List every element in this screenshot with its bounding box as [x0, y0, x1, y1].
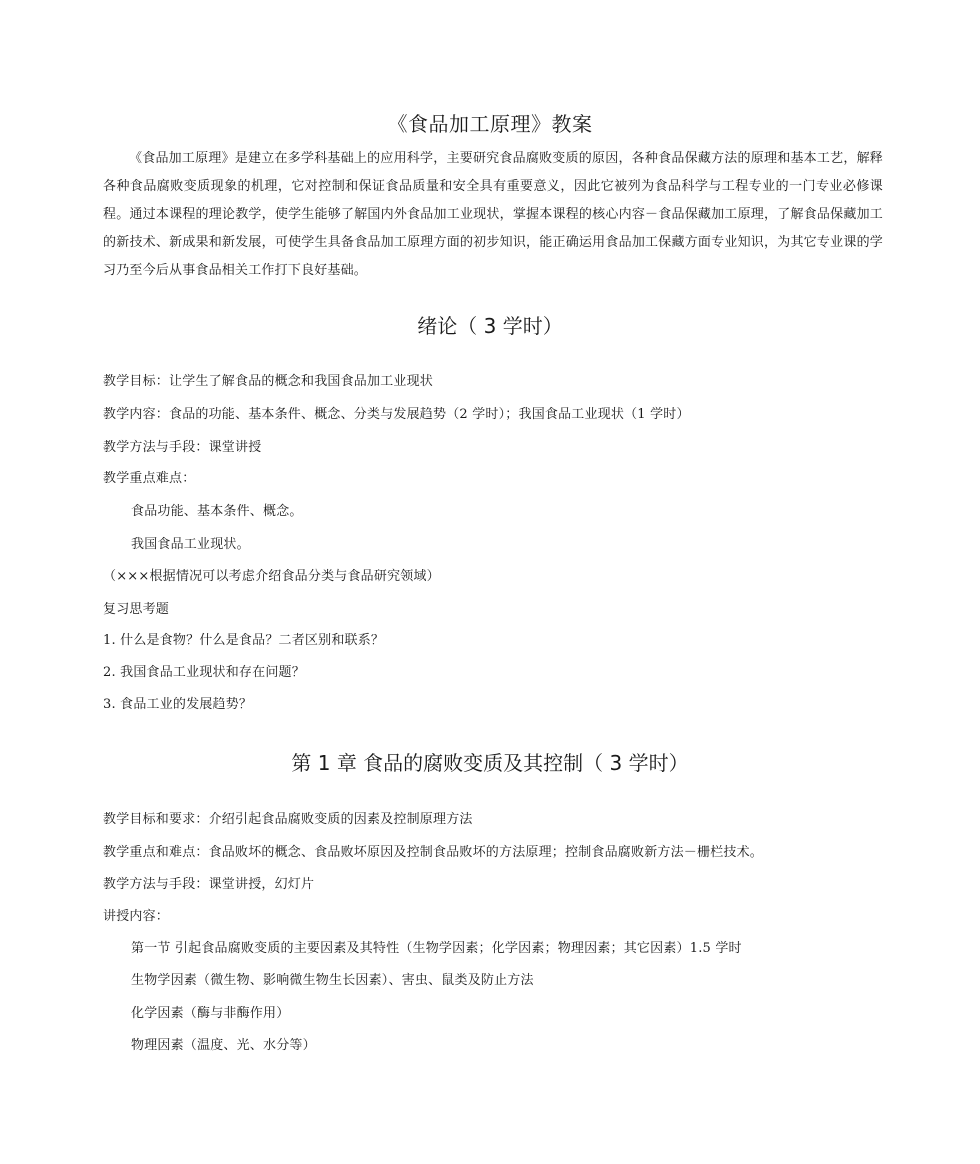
chapter1-objective: 教学目标和要求：介绍引起食品腐败变质的因素及控制原理方法 — [103, 812, 473, 827]
chapter1-key-points: 教学重点和难点：食品败坏的概念、食品败坏原因及控制食品败坏的方法原理；控制食品腐败新方法－栅栏技术。 — [103, 845, 764, 860]
chapter1-content-item: 第一节 引起食品腐败变质的主要因素及其特性（生物学因素；化学因素；物理因素；其它因素）1.5 学时 — [131, 941, 742, 956]
review-label: 复习思考题 — [103, 602, 170, 617]
intro-key-point: 食品功能、基本条件、概念。 — [131, 504, 303, 519]
document-title: 《食品加工原理》教案 — [387, 112, 593, 136]
chapter1-title: 第 1 章 食品的腐败变质及其控制（ 3 学时） — [291, 751, 689, 775]
chapter1-content-item: 生物学因素（微生物、影响微生物生长因素）、害虫、鼠类及防止方法 — [131, 973, 534, 988]
review-question: 2. 我国食品工业现状和存在问题？ — [103, 665, 305, 680]
intro-objective: 教学目标：让学生了解食品的概念和我国食品加工业现状 — [103, 374, 434, 389]
intro-method: 教学方法与手段：课堂讲授 — [103, 440, 262, 455]
intro-section-title: 绪论（ 3 学时） — [417, 314, 563, 338]
chapter1-content-label: 讲授内容： — [103, 909, 170, 924]
chapter1-content-item: 化学因素（酶与非酶作用） — [131, 1006, 290, 1021]
intro-paragraph: 《食品加工原理》是建立在多学科基础上的应用科学，主要研究食品腐败变质的原因，各种食品保藏方法的原理和基本工艺，解释各种食品腐败变质现象的机理，它对控制和保证食品质量和安全具有重要意义，因此它被列为食品科学与工程专业的一门专业必修课程。通过本课程的理论教学，使学生能够了解国内外食品加工业现状，掌握本课程的核心内容－食品保藏加工原理，了解食品保藏加工的新技术、新成果和新发展，可使学生具备食品加工原理方面的初步知识，能正确运用食品加工保藏方面专业知识，为其它专业课的学习乃至今后从事食品相关工作打下良好基础。 — [103, 151, 883, 278]
review-question: 3. 食品工业的发展趋势？ — [103, 697, 253, 712]
review-question: 1. 什么是食物？什么是食品？二者区别和联系？ — [103, 633, 385, 648]
intro-note: （×××根据情况可以考虑介绍食品分类与食品研究领域） — [103, 569, 440, 584]
chapter1-content-item: 物理因素（温度、光、水分等） — [131, 1038, 316, 1053]
intro-content: 教学内容：食品的功能、基本条件、概念、分类与发展趋势（2 学时）；我国食品工业现状（1 学时） — [103, 407, 690, 422]
intro-key-point: 我国食品工业现状。 — [131, 537, 250, 552]
intro-key-points-label: 教学重点难点： — [103, 471, 196, 486]
chapter1-method: 教学方法与手段：课堂讲授，幻灯片 — [103, 877, 315, 892]
